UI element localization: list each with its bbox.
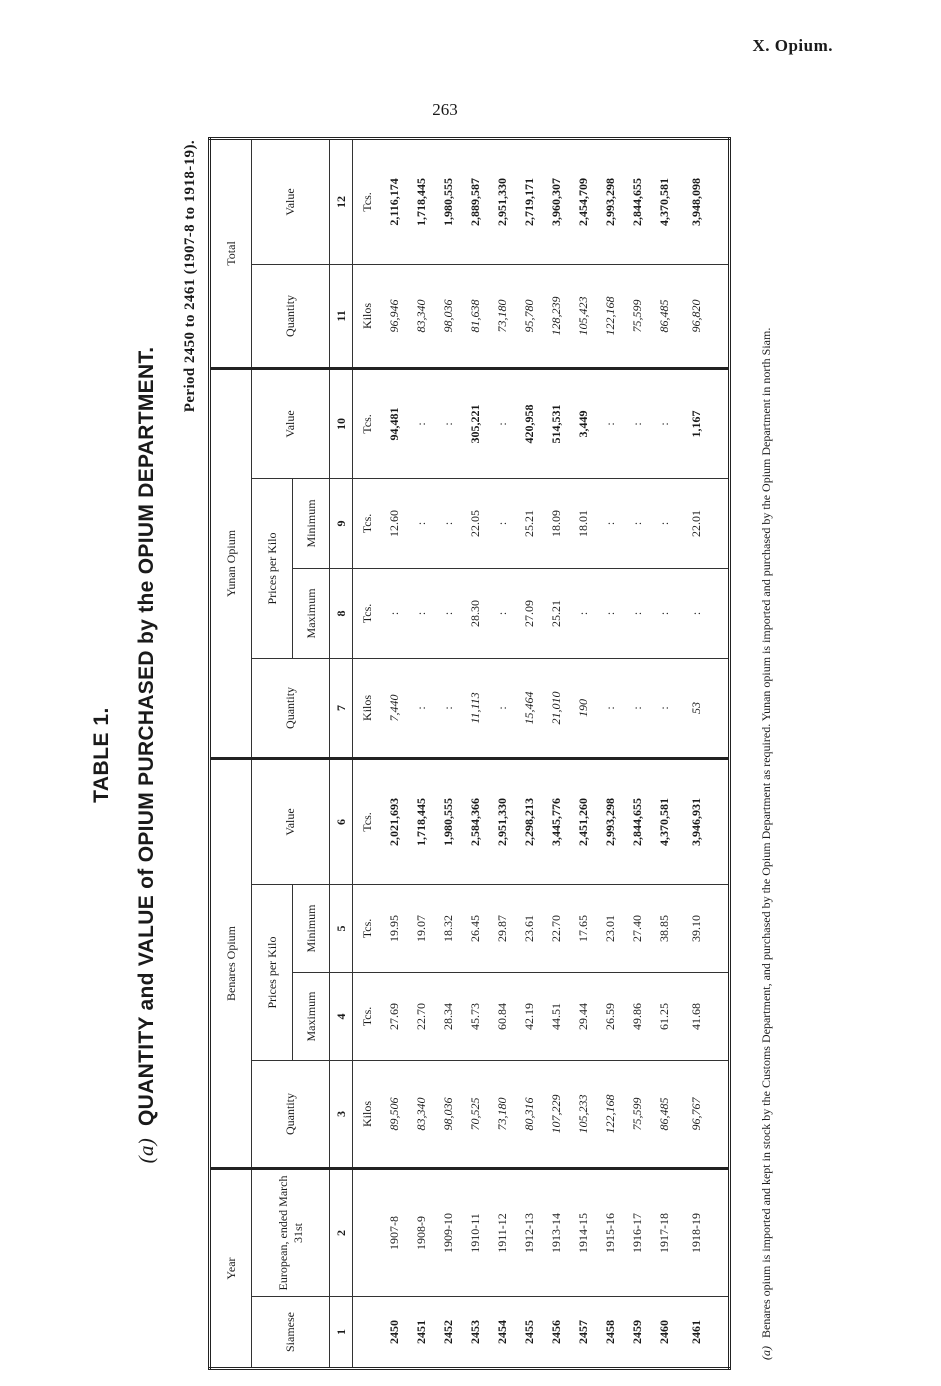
header-siamese: Siamese [252, 1297, 330, 1369]
cell-b-qty: 89,506 [381, 1061, 408, 1169]
cell-b-min: 29.87 [489, 885, 516, 973]
cell-y-qty: 11,113 [462, 658, 489, 758]
table-row [462, 138, 489, 1368]
cell-european: 1907-8 [381, 1169, 408, 1297]
unit-tcs: Tcs. [353, 368, 382, 478]
cell-b-qty: 75,599 [624, 1061, 651, 1169]
cell-y-qty: : [651, 658, 678, 758]
header-yunan-maximum: Maximum [293, 568, 330, 658]
cell-y-min: : [489, 478, 516, 568]
cell-t-qty: 75,599 [624, 264, 651, 368]
cell-y-val: : [408, 368, 435, 478]
table-row [678, 138, 730, 1368]
table-title-sub: (a) [134, 1137, 158, 1164]
cell-b-val: 3,946,931 [678, 758, 730, 884]
cell-y-max: : [678, 568, 730, 658]
col-number: 5 [330, 885, 353, 973]
cell-european: 1916-17 [624, 1169, 651, 1297]
cell-t-qty: 95,780 [516, 264, 543, 368]
col-number: 8 [330, 568, 353, 658]
cell-y-val: : [651, 368, 678, 478]
cell-y-min: 18.01 [570, 478, 597, 568]
cell-siamese: 2458 [597, 1297, 624, 1369]
table-row [570, 138, 597, 1368]
cell-y-val: 1,167 [678, 368, 730, 478]
cell-b-val: 2,844,655 [624, 758, 651, 884]
cell-y-qty: : [408, 658, 435, 758]
cell-european: 1909-10 [435, 1169, 462, 1297]
col-number: 10 [330, 368, 353, 478]
col-number: 6 [330, 758, 353, 884]
cell-b-qty: 107,229 [543, 1061, 570, 1169]
opium-table [208, 137, 731, 1370]
cell-t-val: 1,980,555 [435, 138, 462, 264]
table-row [597, 138, 624, 1368]
cell-t-qty: 96,820 [678, 264, 730, 368]
cell-b-min: 38.85 [651, 885, 678, 973]
cell-siamese: 2460 [651, 1297, 678, 1369]
cell-b-qty: 98,036 [435, 1061, 462, 1169]
cell-t-qty: 105,423 [570, 264, 597, 368]
cell-y-val: : [435, 368, 462, 478]
cell-t-val: 2,116,174 [381, 138, 408, 264]
header-yunan-value: Value [252, 368, 330, 478]
cell-b-min: 23.01 [597, 885, 624, 973]
cell-t-val: 2,719,171 [516, 138, 543, 264]
cell-y-val: 514,531 [543, 368, 570, 478]
header-benares-quantity: Quantity [252, 1061, 330, 1169]
cell-y-qty: 7,440 [381, 658, 408, 758]
header-yunan-prices: Prices per Kilo [252, 478, 293, 658]
cell-y-val: 420,958 [516, 368, 543, 478]
cell-y-min: : [597, 478, 624, 568]
cell-t-qty: 73,180 [489, 264, 516, 368]
table-row [408, 138, 435, 1368]
cell-y-max: : [489, 568, 516, 658]
cell-t-val: 2,844,655 [624, 138, 651, 264]
cell-b-min: 17.65 [570, 885, 597, 973]
cell-b-val: 2,584,366 [462, 758, 489, 884]
cell-b-qty: 80,316 [516, 1061, 543, 1169]
cell-y-max: : [651, 568, 678, 658]
unit-tcs: Tcs. [353, 568, 382, 658]
header-yunan-minimum: Minimum [293, 478, 330, 568]
cell-b-qty: 73,180 [489, 1061, 516, 1169]
cell-y-max: 28.30 [462, 568, 489, 658]
cell-b-max: 41.68 [678, 973, 730, 1061]
cell-b-max: 60.84 [489, 973, 516, 1061]
cell-siamese: 2455 [516, 1297, 543, 1369]
cell-b-val: 1,980,555 [435, 758, 462, 884]
section-label: X. Opium. [752, 36, 833, 55]
cell-b-val: 3,445,776 [543, 758, 570, 884]
cell-b-max: 44.51 [543, 973, 570, 1061]
unit-kilos: Kilos [353, 1061, 382, 1169]
table-row [516, 138, 543, 1368]
cell-b-min: 27.40 [624, 885, 651, 973]
cell-b-qty: 83,340 [408, 1061, 435, 1169]
cell-b-min: 26.45 [462, 885, 489, 973]
cell-european: 1917-18 [651, 1169, 678, 1297]
cell-t-val: 2,889,587 [462, 138, 489, 264]
table-row [651, 138, 678, 1368]
table-row [435, 138, 462, 1368]
cell-y-min: : [624, 478, 651, 568]
cell-y-val: 305,221 [462, 368, 489, 478]
footnote-mark: (a) [759, 1346, 773, 1360]
cell-t-qty: 96,946 [381, 264, 408, 368]
unit-tcs: Tcs. [353, 885, 382, 973]
cell-b-qty: 70,525 [462, 1061, 489, 1169]
table-row [543, 138, 570, 1368]
cell-y-min: 25.21 [516, 478, 543, 568]
table-row [489, 138, 516, 1368]
cell-b-qty: 96,767 [678, 1061, 730, 1169]
header-yunan: Yunan Opium [210, 368, 252, 758]
cell-siamese: 2456 [543, 1297, 570, 1369]
col-number: 2 [330, 1169, 353, 1297]
cell-b-max: 26.59 [597, 973, 624, 1061]
cell-y-min: 18.09 [543, 478, 570, 568]
cell-t-qty: 81,638 [462, 264, 489, 368]
cell-y-qty: 190 [570, 658, 597, 758]
cell-b-val: 1,718,445 [408, 758, 435, 884]
cell-european: 1910-11 [462, 1169, 489, 1297]
footnote [758, 150, 775, 1360]
unit-tcs: Tcs. [353, 758, 382, 884]
cell-t-val: 2,454,709 [570, 138, 597, 264]
cell-y-min: 22.01 [678, 478, 730, 568]
cell-b-min: 39.10 [678, 885, 730, 973]
cell-b-max: 49.86 [624, 973, 651, 1061]
header-total-quantity: Quantity [252, 264, 330, 368]
cell-y-min: : [435, 478, 462, 568]
col-number: 3 [330, 1061, 353, 1169]
cell-b-min: 22.70 [543, 885, 570, 973]
cell-siamese: 2450 [381, 1297, 408, 1369]
cell-y-qty: : [597, 658, 624, 758]
cell-b-qty: 86,485 [651, 1061, 678, 1169]
cell-b-val: 4,370,581 [651, 758, 678, 884]
header-european: European, ended March 31st [252, 1169, 330, 1297]
cell-b-val: 2,021,693 [381, 758, 408, 884]
cell-y-min: 22.05 [462, 478, 489, 568]
header-yunan-quantity: Quantity [252, 658, 330, 758]
cell-b-max: 61.25 [651, 973, 678, 1061]
table-row [624, 138, 651, 1368]
cell-y-max: : [597, 568, 624, 658]
table-row [381, 138, 408, 1368]
cell-y-max: : [570, 568, 597, 658]
cell-b-min: 23.61 [516, 885, 543, 973]
header-benares-prices: Prices per Kilo [252, 885, 293, 1061]
cell-y-max: : [381, 568, 408, 658]
table-title-text: QUANTITY and VALUE of OPIUM PURCHASED by the OPIUM DEPARTMENT. [135, 346, 158, 1126]
cell-european: 1908-9 [408, 1169, 435, 1297]
cell-y-qty: 15,464 [516, 658, 543, 758]
cell-b-max: 29.44 [570, 973, 597, 1061]
cell-t-qty: 122,168 [597, 264, 624, 368]
cell-t-val: 2,993,298 [597, 138, 624, 264]
cell-siamese: 2453 [462, 1297, 489, 1369]
header-benares-minimum: Minimum [293, 885, 330, 973]
header-benares-maximum: Maximum [293, 973, 330, 1061]
cell-y-max: : [624, 568, 651, 658]
cell-b-min: 19.07 [408, 885, 435, 973]
cell-b-val: 2,298,213 [516, 758, 543, 884]
cell-b-max: 27.69 [381, 973, 408, 1061]
period-label: Period 2450 to 2461 (1907-8 to 1918-19). [182, 140, 198, 413]
cell-y-max: 25.21 [543, 568, 570, 658]
cell-b-max: 22.70 [408, 973, 435, 1061]
header-total: Total [210, 138, 252, 368]
cell-y-min: 12.60 [381, 478, 408, 568]
unit-tcs: Tcs. [353, 973, 382, 1061]
unit-tcs: Tcs. [353, 478, 382, 568]
cell-t-val: 1,718,445 [408, 138, 435, 264]
header-total-value: Value [252, 138, 330, 264]
page-number: 263 [432, 100, 458, 119]
cell-siamese: 2461 [678, 1297, 730, 1369]
cell-t-qty: 86,485 [651, 264, 678, 368]
cell-b-max: 28.34 [435, 973, 462, 1061]
cell-t-qty: 83,340 [408, 264, 435, 368]
header-benares: Benares Opium [210, 758, 252, 1168]
col-number: 1 [330, 1297, 353, 1369]
cell-y-qty: 21,010 [543, 658, 570, 758]
cell-siamese: 2451 [408, 1297, 435, 1369]
cell-y-val: 3,449 [570, 368, 597, 478]
cell-european: 1913-14 [543, 1169, 570, 1297]
cell-siamese: 2454 [489, 1297, 516, 1369]
cell-b-qty: 122,168 [597, 1061, 624, 1169]
cell-european: 1918-19 [678, 1169, 730, 1297]
cell-y-val: : [597, 368, 624, 478]
cell-y-qty: 53 [678, 658, 730, 758]
unit-kilos: Kilos [353, 658, 382, 758]
cell-t-val: 4,370,581 [651, 138, 678, 264]
col-number: 9 [330, 478, 353, 568]
cell-y-max: : [435, 568, 462, 658]
cell-t-qty: 98,036 [435, 264, 462, 368]
cell-t-val: 2,951,330 [489, 138, 516, 264]
cell-european: 1912-13 [516, 1169, 543, 1297]
cell-y-val: 94,481 [381, 368, 408, 478]
table-body [381, 138, 730, 1368]
cell-b-min: 19.95 [381, 885, 408, 973]
cell-b-val: 2,951,330 [489, 758, 516, 884]
header-year: Year [210, 1169, 252, 1369]
unit-tcs: Tcs. [353, 138, 382, 264]
cell-b-qty: 105,233 [570, 1061, 597, 1169]
col-number: 11 [330, 264, 353, 368]
cell-b-max: 42.19 [516, 973, 543, 1061]
cell-t-val: 3,948,098 [678, 138, 730, 264]
cell-y-qty: : [489, 658, 516, 758]
cell-b-max: 45.73 [462, 973, 489, 1061]
cell-b-val: 2,993,298 [597, 758, 624, 884]
cell-y-val: : [489, 368, 516, 478]
cell-y-max: 27.09 [516, 568, 543, 658]
col-number: 4 [330, 973, 353, 1061]
cell-siamese: 2459 [624, 1297, 651, 1369]
cell-european: 1914-15 [570, 1169, 597, 1297]
cell-y-qty: : [624, 658, 651, 758]
cell-t-qty: 128,239 [543, 264, 570, 368]
cell-siamese: 2457 [570, 1297, 597, 1369]
cell-t-val: 3,960,307 [543, 138, 570, 264]
cell-y-min: : [651, 478, 678, 568]
footnote-text: Benares opium is imported and kept in stock by the Customs Department, and purchased by the Opium Department as required. Yunan opium is imported and purchased by the Opium Department in north Siam. [759, 327, 773, 1338]
cell-european: 1911-12 [489, 1169, 516, 1297]
header-benares-value: Value [252, 758, 330, 884]
table-title [134, 140, 159, 1370]
cell-y-max: : [408, 568, 435, 658]
cell-b-val: 2,451,260 [570, 758, 597, 884]
cell-y-qty: : [435, 658, 462, 758]
col-number: 12 [330, 138, 353, 264]
cell-siamese: 2452 [435, 1297, 462, 1369]
cell-y-min: : [408, 478, 435, 568]
unit-kilos: Kilos [353, 264, 382, 368]
table-label: TABLE 1. [90, 707, 113, 803]
cell-b-min: 18.32 [435, 885, 462, 973]
col-number: 7 [330, 658, 353, 758]
cell-y-val: : [624, 368, 651, 478]
cell-european: 1915-16 [597, 1169, 624, 1297]
rotated-table-page [90, 140, 820, 1370]
